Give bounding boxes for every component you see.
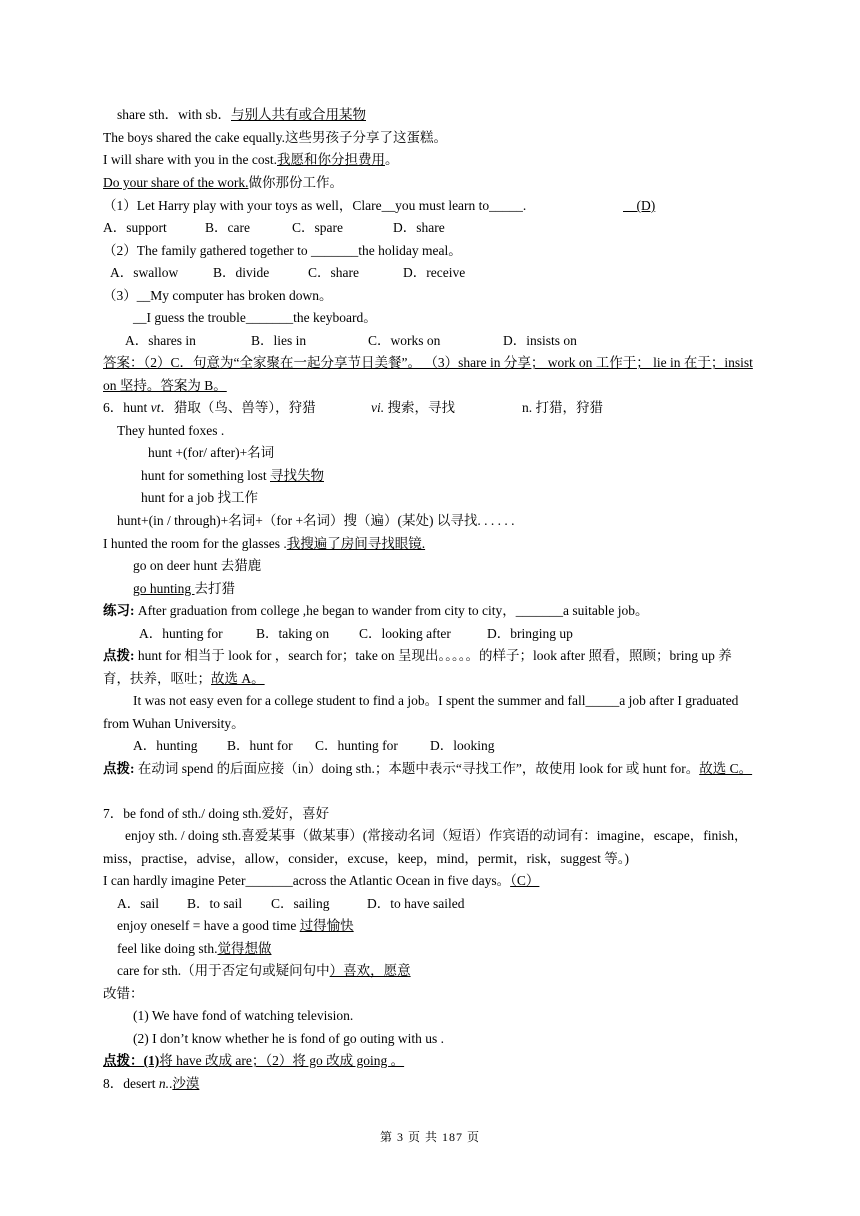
- option-d: D．bringing up: [487, 626, 573, 641]
- question-3-reply: __I guess the trouble_______the keyboard。: [133, 310, 377, 325]
- underlined-text: 我愿和你分担费用: [276, 152, 385, 167]
- option-b: B．divide: [213, 265, 270, 280]
- option-b: B．taking on: [256, 626, 330, 641]
- underlined-text: 我搜遍了房间寻找眼镜.: [286, 536, 426, 551]
- options-row: [103, 623, 757, 646]
- text-line: hunt +(for/ after)+名词: [148, 445, 275, 460]
- text: 做你那份工作。: [248, 175, 343, 190]
- options-row: [103, 330, 757, 353]
- entry-heading-fond: 7．be fond of sth./ doing sth.爱好，喜好: [103, 806, 330, 821]
- hint-label: 点拨:: [103, 648, 135, 663]
- option-c: C．sailing: [271, 896, 330, 911]
- option-d: D．to have sailed: [367, 896, 465, 911]
- text-line: go on deer hunt 去猎鹿: [133, 558, 262, 573]
- text: 。: [384, 152, 399, 167]
- page-footer: 第 3 页 共 187 页: [379, 1130, 480, 1144]
- option-d: D．looking: [430, 738, 495, 753]
- entry-heading-desert: 8．desert n..沙漠: [103, 1076, 200, 1091]
- hint-label: 点拨:: [103, 761, 135, 776]
- option-b: B．care: [205, 220, 250, 235]
- text: share sth．with sb．: [117, 107, 231, 122]
- question-3: （3）__My computer has broken down。: [103, 288, 333, 303]
- answer-mark: （C）: [510, 873, 540, 888]
- text-line: hunt for something lost 寻找失物: [141, 468, 324, 483]
- underlined-text: ）喜欢，愿意: [329, 963, 411, 978]
- text-line: hunt+(in / through)+名词+（for +名词）搜（遍）(某处) 以寻找. . . . . .: [117, 513, 515, 528]
- question-2: （2）The family gathered together to _______the holiday meal。: [103, 243, 462, 258]
- option-d: D．share: [393, 220, 445, 235]
- underlined-text: 沙漠: [172, 1076, 200, 1091]
- options-row: [103, 893, 757, 916]
- hint-label: 点拨：(1): [103, 1053, 160, 1068]
- hint-paragraph: 点拨：(1)将 have 改成 are；（2）将 go 改成 going 。: [103, 1053, 405, 1068]
- option-c: C．spare: [292, 220, 343, 235]
- exercise-question: 练习: After graduation from college ,he began to wander from city to city，_______a suitable job。: [103, 603, 649, 618]
- option-a: A．support: [103, 220, 167, 235]
- option-a: A．swallow: [110, 265, 179, 280]
- option-b: B．hunt for: [227, 738, 293, 753]
- text-line: [103, 149, 757, 172]
- hint-paragraph: 点拨: 在动词 spend 的后面应接（in）doing sth.；本题中表示“寻找工作”，故使用 look for 或 hunt for。故选 C。: [103, 761, 753, 776]
- text-line: [103, 172, 757, 195]
- underlined-text: 过得愉快: [299, 918, 354, 933]
- underlined-text: 故选 A。: [211, 670, 265, 686]
- option-a: A．hunting for: [139, 626, 223, 641]
- text-line: (2) I don’t know whether he is fond of go outing with us .: [133, 1031, 444, 1046]
- entry-heading-hunt: 6．hunt vt．猎取（鸟、兽等），狩猎 vi. 搜索，寻找 n. 打猎，狩猎: [103, 400, 603, 415]
- options-row: [103, 262, 757, 285]
- option-b: B．to sail: [187, 896, 243, 911]
- text-line: feel like doing sth.觉得想做: [117, 941, 272, 956]
- underlined-text: 故选 C。: [699, 761, 753, 776]
- text-line: I hunted the room for the glasses .我搜遍了房间寻找眼镜.: [103, 536, 426, 551]
- hint-paragraph: 点拨: hunt for 相当于 look for ，search for；take on 呈现出。。。。。的样子；look after 照看，照顾；bring up 养育，扶养，呕吐；故选 A。: [103, 648, 732, 686]
- text-line: (1) We have fond of watching television.: [133, 1008, 354, 1023]
- answer-mark: (D): [636, 198, 656, 213]
- exercise-label: 练习:: [103, 603, 135, 618]
- question-text: （1）Let Harry play with your toys as well，Clare__you must learn to_____.: [103, 198, 527, 213]
- exercise-question: I can hardly imagine Peter_______across the Atlantic Ocean in five days。（C）: [103, 873, 540, 888]
- text-line: hunt for a job 找工作: [141, 490, 258, 505]
- section-label: 改错：: [103, 986, 144, 1001]
- option-a: A．sail: [117, 896, 159, 911]
- options-row: [103, 217, 757, 240]
- option-d: D．insists on: [503, 333, 577, 348]
- text-line: go hunting 去打猎: [133, 581, 236, 596]
- option-c: C．hunting for: [315, 738, 398, 753]
- underlined-text: 寻找失物: [270, 468, 324, 483]
- option-a: A．hunting: [133, 738, 198, 753]
- option-b: B．lies in: [251, 333, 307, 348]
- underlined-text: 与别人共有或合用某物: [231, 107, 366, 122]
- text-line: They hunted foxes .: [117, 423, 225, 438]
- text-line: The boys shared the cake equally.这些男孩子分享了这蛋糕。: [103, 130, 448, 145]
- text-paragraph: enjoy sth. / doing sth.喜爱某事（做某事）(常接动名词（短语）作宾语的动词有：imagine，escape，finish，miss，practise，advise，allow，consider，excuse，keep，mind，permit，risk，suggest 等。): [103, 828, 748, 866]
- options-row: [103, 735, 757, 758]
- option-c: C．looking after: [359, 626, 451, 641]
- exercise-question: It was not easy even for a college student to find a job。I spent the summer and fall_____a job after I graduated from Wuhan University。: [103, 693, 739, 731]
- option-c: C．share: [308, 265, 359, 280]
- option-c: C．works on: [368, 333, 441, 348]
- text-line: enjoy oneself = have a good time 过得愉快: [117, 918, 354, 933]
- option-a: A．shares in: [125, 333, 196, 348]
- underlined-text: go hunting: [133, 581, 195, 596]
- text-line: [103, 104, 757, 127]
- question-1: [103, 195, 757, 218]
- answer-explanation: 答案：（2）C．句意为“全家聚在一起分享节日美餐”。 （3）share in 分享； work on 工作于； lie in 在于；insist on 坚持。答案为 B。: [103, 355, 753, 393]
- text: I will share with you in the cost.: [103, 152, 277, 167]
- underlined-text: 觉得想做: [217, 941, 272, 956]
- text-line: care for sth.（用于否定句或疑问句中）喜欢，愿意: [117, 963, 411, 978]
- option-d: D．receive: [403, 265, 466, 280]
- underlined-text: Do your share of the work.: [103, 175, 249, 190]
